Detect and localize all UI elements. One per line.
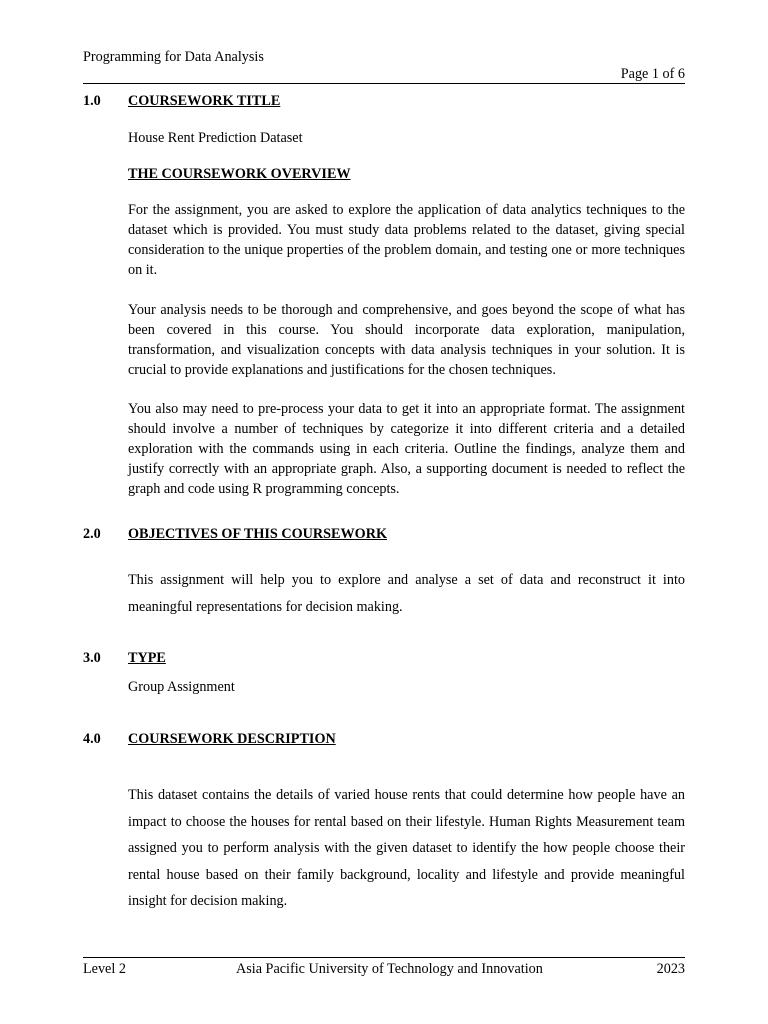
- footer-institution: Asia Pacific University of Technology and Innovation: [236, 961, 543, 977]
- section-3-number: 3.0: [83, 650, 101, 666]
- section-2-heading: OBJECTIVES OF THIS COURSEWORK: [128, 526, 387, 542]
- header-divider: [83, 83, 685, 84]
- overview-paragraph-1: For the assignment, you are asked to explore the application of data analytics techniques to the dataset which is provided. You must study data problems related to the dataset, giving special consideration to the unique properties of the problem domain, and testing one or more techniques on it.: [128, 202, 685, 278]
- section-4-heading-row: [83, 731, 685, 751]
- section-4-number: 4.0: [83, 731, 101, 747]
- footer-divider: [83, 957, 685, 958]
- section-1-number: 1.0: [83, 93, 101, 109]
- section-3-heading-row: [83, 650, 685, 670]
- coursework-title-text: House Rent Prediction Dataset: [128, 130, 303, 146]
- section-4-heading: COURSEWORK DESCRIPTION: [128, 731, 336, 747]
- section-2-heading-row: [83, 526, 685, 546]
- objectives-paragraph: This assignment will help you to explore and analyse a set of data and reconstruct it into meaningful representations for decision making.: [128, 572, 685, 615]
- section-1-heading-row: [83, 93, 685, 113]
- overview-heading: THE COURSEWORK OVERVIEW: [128, 166, 351, 182]
- footer-year: 2023: [656, 961, 685, 977]
- header-page-number: Page 1 of 6: [620, 66, 685, 82]
- overview-paragraph-3: You also may need to pre-process your data to get it into an appropriate format. The assignment should involve a number of techniques by categorize it into different criteria and a detailed exploration with the commands using in each criteria. Outline the findings, analyze them and justify correctly with an appropriate graph. Also, a supporting document is needed to reflect the graph and code using R programming concepts.: [128, 401, 685, 497]
- header-course-title: Programming for Data Analysis: [83, 49, 264, 65]
- footer-level: Level 2: [83, 961, 126, 977]
- section-1-heading: COURSEWORK TITLE: [128, 93, 281, 109]
- overview-paragraph-2: Your analysis needs to be thorough and comprehensive, and goes beyond the scope of what has been covered in this course. You should incorporate data exploration, manipulation, transformation, and visualization concepts with data analysis techniques in your solution. It is crucial to provide explanations and justifications for the chosen techniques.: [128, 302, 685, 378]
- description-paragraph: This dataset contains the details of varied house rents that could determine how people have an impact to choose the houses for rental based on their lifestyle. Human Rights Measurement team assigned you to perform analysis with the given dataset to identify the how people choose their rental house based on their family background, locality and lifestyle and provide meaningful insight for decision making.: [128, 787, 685, 909]
- type-text: Group Assignment: [128, 679, 235, 695]
- section-3-heading: TYPE: [128, 650, 166, 666]
- section-2-number: 2.0: [83, 526, 101, 542]
